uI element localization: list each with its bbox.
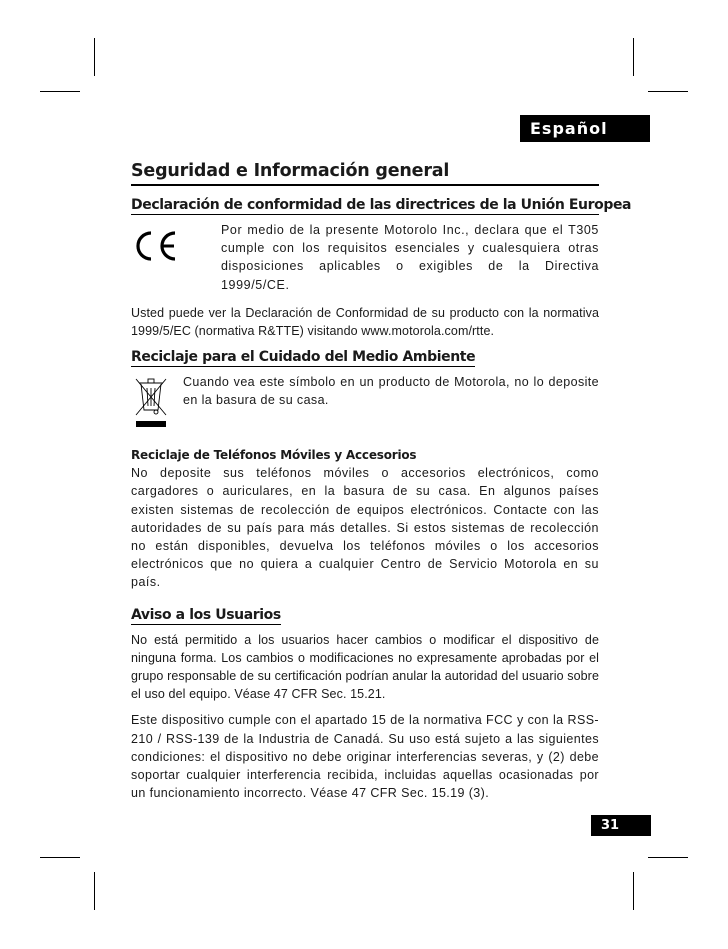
recycling-symbol-block [131,373,599,433]
language-tab: Español [520,115,650,142]
page-content [131,160,632,802]
page-title: Seguridad e Información general [131,160,599,186]
eu-conformity-note: Usted puede ver la Declaración de Conformidad de su producto con la normativa 1999/5/EC (normativa R&TTE) visitando www.motorola.com/rtte. [131,305,599,339]
users-notice-text-2: Este dispositivo cumple con el apartado 15 de la normativa FCC y con la RSS-210 / RSS-139 de la Industria de Canadá. Su uso está sujeto a las siguientes condiciones: el dispositivo no debe originar interferencias severas, y (2) debe soportar cualquier interferencia recibida, incluidas aquellas ocasionadas por un funcionamiento incorrecto. Véase 47 CFR Sec. 15.19 (3). [131,713,599,801]
users-notice-text-1: No está permitido a los usuarios hacer cambios o modificar el dispositivo de ninguna forma. Los cambios o modificaciones no expresamente aprobadas por el grupo responsable de su certificación podrían anular la autoridad del usuario sobre el uso del equipo. Véase 47 CFR Sec. 15.21. [131,632,599,702]
users-notice-heading: Aviso a los Usuarios [131,606,281,623]
phone-recycling-text: No deposite sus teléfonos móviles o accesorios electrónicos, como cargadores o auriculares, en la basura de su casa. En algunos países existen sistemas de recolección de equipos electrónicos. Contacte con las autoridades de su país para más detalles. Si estos sistemas de recolección no están disponibles, devuelva los teléfonos móviles o los accesorios electrónicos que no quiera a cualquier Centro de Servicio Motorola en su país. [131,466,599,590]
eu-declaration-text: Por medio de la presente Motorolo Inc., declara que el T305 cumple con los requisitos esenciales y cualesquiera otras disposiciones aplicables o exigibles de la Directiva 1999/5/CE. [221,223,599,292]
phone-recycling-subheading: Reciclaje de Teléfonos Móviles y Accesorios [131,448,417,463]
crop-mark [94,38,95,76]
crop-mark [94,872,95,910]
crop-mark [648,857,688,858]
recycling-symbol-text: Cuando vea este símbolo en un producto de Motorola, no lo deposite en la basura de su casa. [183,375,599,408]
crop-mark [633,38,634,76]
crop-mark [40,91,80,92]
recycling-heading: Reciclaje para el Cuidado del Medio Ambiente [131,349,476,366]
page-number: 31 [591,815,651,836]
eu-declaration-block [131,221,599,294]
crop-mark [40,857,80,858]
crop-mark [633,872,634,910]
crossed-out-bin-icon [131,373,183,433]
crop-mark [648,91,688,92]
ce-mark-icon [131,221,221,271]
eu-declaration-heading: Declaración de conformidad de las directrices de la Unión Europea [131,197,632,213]
